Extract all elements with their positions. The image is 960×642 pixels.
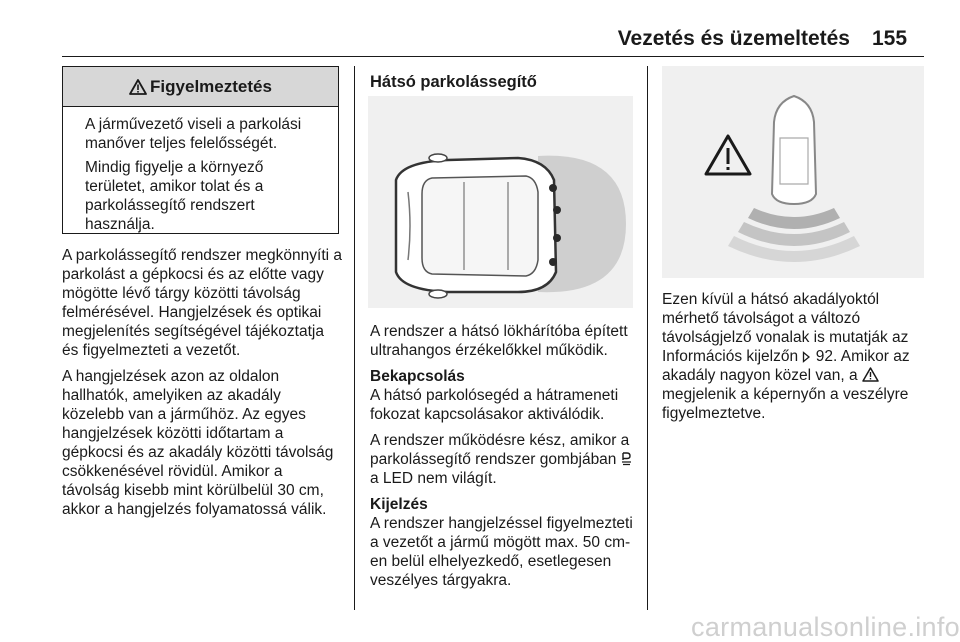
body-paragraph: Ezen kívül a hátsó akadályoktól mérhető távolságot a változó távolságjelző vonalak is mutatják az Információs kijelzőn 92. Amikor az akadály nagyon közel van, a megjelenik a képernyőn a veszélyre figyelmeztetve. (662, 291, 910, 422)
warning-header (63, 67, 338, 107)
warning-paragraph: Mindig figyelje a környező területet, amikor tolat és a parkolássegítő rendszert használja. (85, 159, 264, 233)
subheading-display: Kijelzés (370, 496, 428, 513)
warning-title: Figyelmeztetés (150, 76, 272, 96)
body-paragraph: A rendszer működésre kész, amikor a parkolássegítő rendszer gombjában a LED nem világít. (370, 431, 638, 488)
warning-paragraph: A járművezető viseli a parkolási manőver teljes felelősségét. (85, 116, 302, 152)
section-title: Hátsó parkolássegítő (370, 73, 537, 91)
watermark: carmanualsonline.info (691, 612, 960, 642)
header-rule (62, 56, 924, 57)
column-divider-right (647, 66, 648, 610)
warning-body (63, 107, 338, 234)
body-paragraph: A hangjelzések azon az oldalon hallhatók, amelyiken az akadály közelebb van a járműhöz. Az egyes hangjelzések közötti időtartam a gépkocsi és az akadály közötti távolság csökkenésével rövidül. Amikor a távolság kisebb mint körülbelül 30 cm, akkor a hangjelzés folyamatossá válik. (62, 368, 334, 518)
body-paragraph: A rendszer a hátsó lökhárítóba épített ultrahangos érzékelőkkel működik. (370, 323, 628, 359)
info-display-illustration (662, 66, 924, 278)
warning-box (62, 66, 339, 234)
column-1-text (62, 246, 342, 526)
subheading-activation: Bekapcsolás (370, 368, 465, 385)
column-3-text (662, 290, 924, 430)
rear-parking-sensor-illustration (368, 96, 633, 308)
page-header-title: Vezetés és üzemeltetés (617, 27, 850, 50)
warning-triangle-icon (862, 367, 879, 382)
body-paragraph: A hátsó parkolósegéd a hátrameneti fokozat kapcsolásakor aktiválódik. (370, 387, 619, 423)
page-number: 155 (872, 27, 908, 50)
body-paragraph: A rendszer hangjelzéssel figyelmezteti a vezetőt a jármű mögött max. 50 cm-en belül elhelyezkedő, esetlegesen veszélyes tárgyakra. (370, 515, 633, 589)
page-reference-arrow-icon (802, 351, 811, 363)
warning-triangle-icon (129, 79, 147, 95)
column-2-text (370, 322, 638, 597)
page-reference[interactable]: 92 (815, 348, 833, 365)
parking-assist-button-icon (621, 452, 632, 466)
column-divider-left (354, 66, 355, 610)
body-paragraph: A parkolássegítő rendszer megkönnyíti a parkolást a gépkocsi és az előtte vagy mögötte lévő tárgy közötti távolság felmérésével. Hangjelzések és optikai megjelenítés segítségével tájékoztatja és figyelmezteti a vezetőt. (62, 247, 343, 359)
